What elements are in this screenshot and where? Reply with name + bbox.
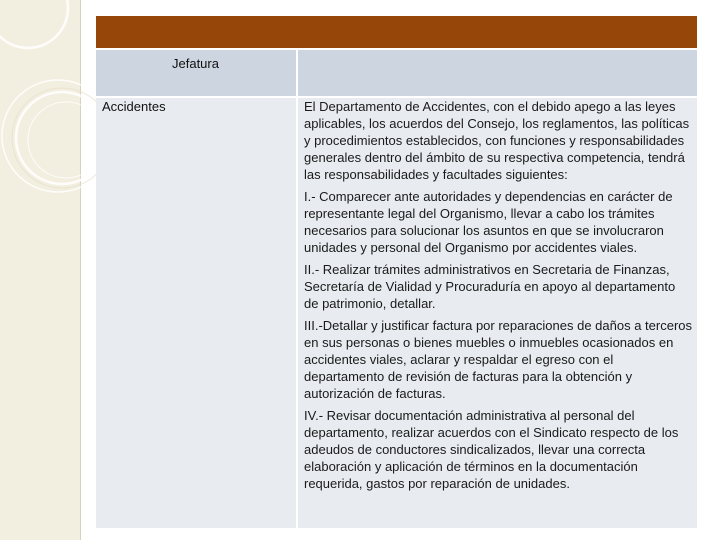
paragraph-item-1: I.- Comparecer ante autoridades y dependencias en carácter de representante legal del Organismo, llevar a cabo los trámites necesarios para solucionar los asuntos en que se involucraron unidades y personal del Organismo por accidentes viales.	[304, 189, 673, 255]
jefatura-heading: Jefatura	[172, 56, 219, 71]
title-cell-left	[96, 50, 295, 96]
slide-side-panel	[0, 0, 80, 540]
paragraph-item-2: II.- Realizar trámites administrativos en Secretaria de Finanzas, Secretaría de Vialidad y Procuraduría en apoyo al departamento de patrimonio, detallar.	[304, 262, 676, 311]
paragraph-intro: El Departamento de Accidentes, con el debido apego a las leyes aplicables, los acuerdos del Consejo, los reglamentos, las políticas y procedimientos establecidos, con funciones y responsabilidades generales dentro del ámbito de su respectiva competencia, tendrá las responsabilidades y facultades siguientes:	[304, 99, 690, 182]
side-panel-divider	[80, 0, 81, 540]
table-header-bar	[96, 16, 697, 48]
paragraph-item-4: IV.- Revisar documentación administrativa al personal del departamento, realizar acuerdos con el Sindicato respecto de los adeudos de conductores sindicalizados, llevar una correcta elaboración y aplicación de términos en la documentación requerida, gastos por reparación de unidades.	[304, 408, 679, 491]
paragraph-item-3: III.-Detallar y justificar factura por reparaciones de daños a terceros en sus personas o bienes muebles o inmuebles ocasionados en accidentes viales, aclarar y respaldar el egreso con el departamento de revisión de facturas para la obtención y autorización de facturas.	[304, 318, 693, 401]
description-cell	[304, 98, 692, 497]
column-divider	[296, 98, 298, 528]
table-title-row	[96, 50, 697, 96]
table-body-row	[96, 98, 697, 528]
title-cell-right	[298, 50, 697, 96]
row-label-accidentes: Accidentes	[102, 99, 166, 114]
content-table	[96, 16, 697, 528]
